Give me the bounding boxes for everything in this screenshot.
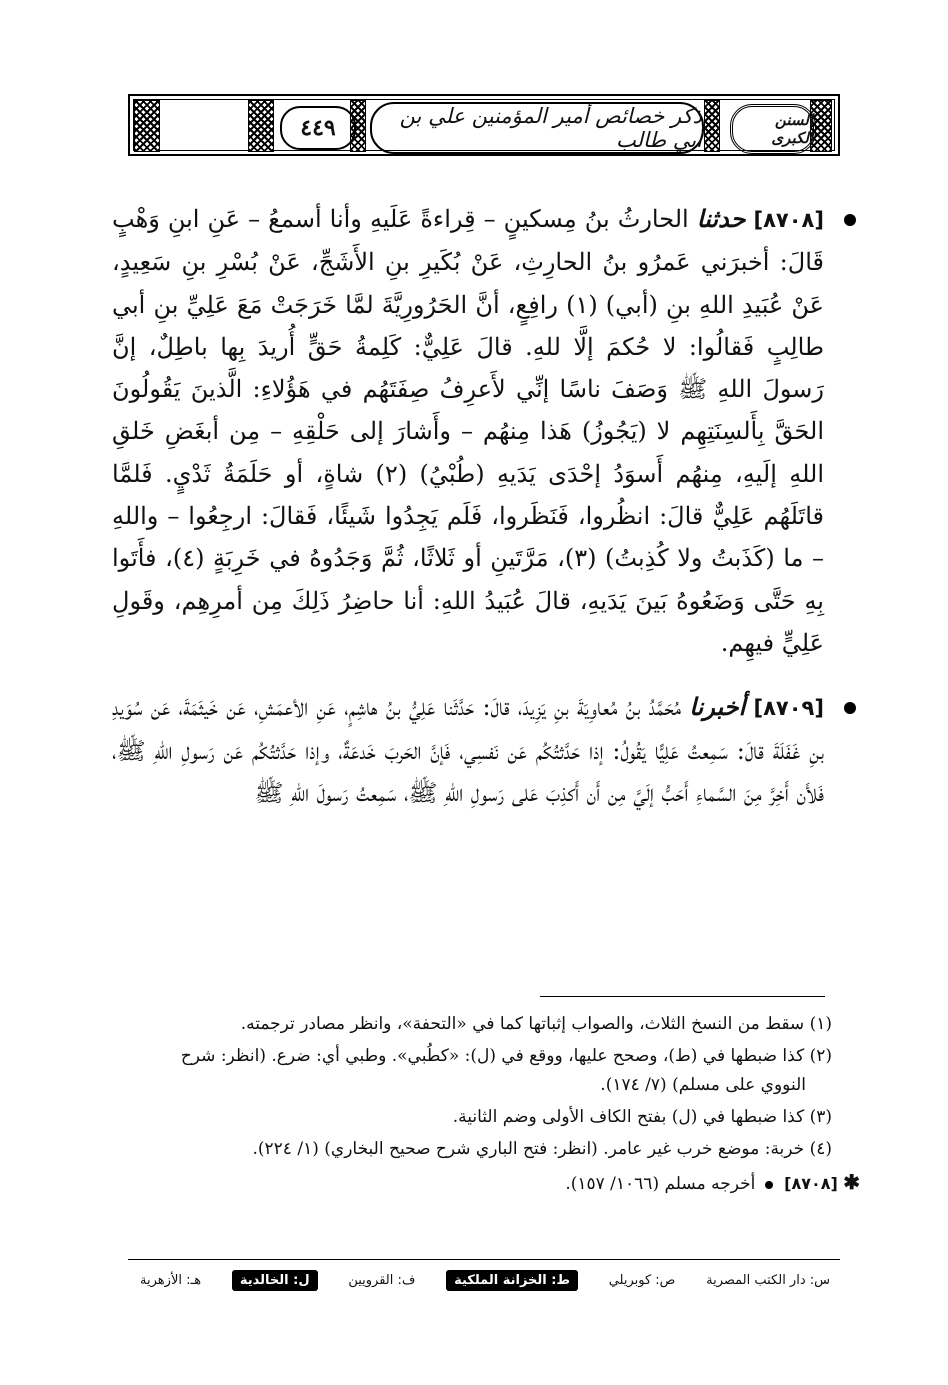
running-header [128,94,840,156]
takhrij-note [168,1168,860,1199]
bullet-icon [844,214,856,226]
sigla-item: ف: القرويين [348,1272,416,1288]
sigla-item-boxed: ل: الخالدية [232,1270,318,1291]
takhrij-text: أخرجه مسلم (١٠٦٦/ ١٥٧). [565,1174,756,1194]
page-number: ٤٤٩ [280,106,356,150]
ornament-left-inner-icon [248,100,274,152]
footnote-1: (١) سقط من النسخ الثلاث، والصواب إثباتها كما في «التحفة»، وانظر مصادر ترجمته. [240,1014,832,1034]
sigla-item: هـ: الأزهرية [140,1272,202,1288]
hadith-number: [٨٧٠٩] [753,696,824,721]
footnote-2 [140,1042,832,1100]
footnotes [140,1010,860,1199]
footnote-3: (٣) كذا ضبطها في (ل) بفتح الكاف الأولى وضم الثانية. [452,1107,832,1127]
manuscript-sigla [140,1266,830,1294]
hadith-text: مُحَمَّدُ بنُ مُعاوِيَةَ بنِ يَزِيدَ، قالَ: حَدَّثَنا عَلِيُّ بنُ هاشِمٍ، عَنِ الأعمَشِ، عَن خَيثَمَةَ، عَن سُوَيدِ بنِ غَفَلَةَ قالَ: سَمِعتُ عَلِيًّا يَقُولُ: إذا حَدَّثتُكُم عَن نَفسِي، فَإنَّ الحَربَ خَدعَةٌ، وإذا حَدَّثتُكُم عَن رَسولِ اللهِ ﷺ، فَلأَن أَخِرَّ مِنَ السَّماءِ أَحَبُّ إلَيَّ مِن أَن أَكذِبَ عَلى رَسولِ اللهِ ﷺ، سَمِعتُ رَسولَ اللهِ ﷺ [112,693,824,807]
footnote-separator [540,996,825,997]
star-icon: ✱ [843,1170,860,1194]
sigla-item: ص: كوبريلي [608,1272,676,1288]
footnote-2-continuation: النووي على مسلم) (٧/ ١٧٤). [600,1075,806,1095]
takhrij-number: [٨٧٠٨] [784,1174,838,1193]
hadith-8709 [112,686,824,814]
footnote-4: (٤) خربة: موضع خرب غير عامر. (انظر: فتح الباري شرح صحيح البخاري) (١/ ٢٢٤). [252,1139,832,1159]
ornament-left-icon [134,100,160,152]
sigla-separator [128,1259,840,1260]
main-text [112,198,824,814]
hadith-8708 [112,198,824,664]
sigla-item: س: دار الكتب المصرية [706,1272,830,1288]
bullet-icon [844,702,856,714]
isnad-word: حدثنا [696,204,746,233]
ornament-mid-right-icon [704,100,720,152]
sigla-item-boxed: ط: الخزانة الملكية [446,1270,578,1291]
footnote-2-text: (٢) كذا ضبطها في (ط)، وصحح عليها، ووقع في (ل): «كطُبي». وطبي أي: ضرع. (انظر: شرح [180,1046,832,1066]
bullet-icon [765,1181,773,1189]
book-title-mark: السنن الكبرى [730,104,816,154]
isnad-word: أخبرنا [689,692,746,722]
running-title: ذكر خصائص أمير المؤمنين علي بن أبي طالب [370,102,704,154]
hadith-number: [٨٧٠٨] [753,208,824,232]
hadith-text: الحارثُ بنُ مِسكينٍ – قِراءةً عَلَيهِ وأنا أسمعُ – عَنِ ابنِ وَهْبٍ قَالَ: أخبرَني عَمرُو بنُ الحارِثِ، عَنْ بُكَيرِ بنِ الأَشَجِّ، عَنْ بُسْرِ بنِ سَعِيدٍ، عَنْ عُبَيدِ اللهِ بنِ (أبي) (١) رافِعٍ، أنَّ الحَرُورِيَّةَ لمَّا خَرَجَتْ مَعَ عَلِيِّ بنِ أبي طالِبٍ فَقالُوا: لا حُكمَ إلَّا للهِ. قالَ عَلِيٌّ: كَلِمةُ حَقٍّ أُريدَ بِها باطِلٌ، إنَّ رَسولَ اللهِ ﷺ وَصَفَ ناسًا إنِّي لأَعرِفُ صِفَتَهُم في هَؤُلاءِ: الَّذينَ يَقُولُونَ الحَقَّ بِأَلسِنَتِهِم لا (يَجُوزُ) هَذا مِنهُم – وأَشارَ إلى حَلْقِهِ – مِن أبغَضِ خَلقِ اللهِ إلَيهِ، مِنهُم أَسوَدُ إحْدَى يَدَيهِ (طُبْيُ) (٢) شاةٍ، أو حَلَمَةُ ثَدْيٍ. فَلمَّا قاتَلَهُم عَلِيٌّ قالَ: انظُروا، فَنَظَروا، فَلَم يَجِدُوا شَيئًا، فَقالَ: ارجِعُوا – واللهِ – ما (كَذَبتُ ولا كُذِبتُ) (٣)، مَرَّتَينِ أو ثَلاثًا، ثُمَّ وَجَدُوهُ في خَرِبَةٍ (٤)، فأَتَوا بِهِ حَتَّى وَضَعُوهُ بَينَ يَدَيهِ، قالَ عُبَيدُ اللهِ: أنا حاضِرُ ذَلِكَ مِن أمرِهِم، وقَولِ عَلِيٍّ فيهِم. [112,205,825,657]
